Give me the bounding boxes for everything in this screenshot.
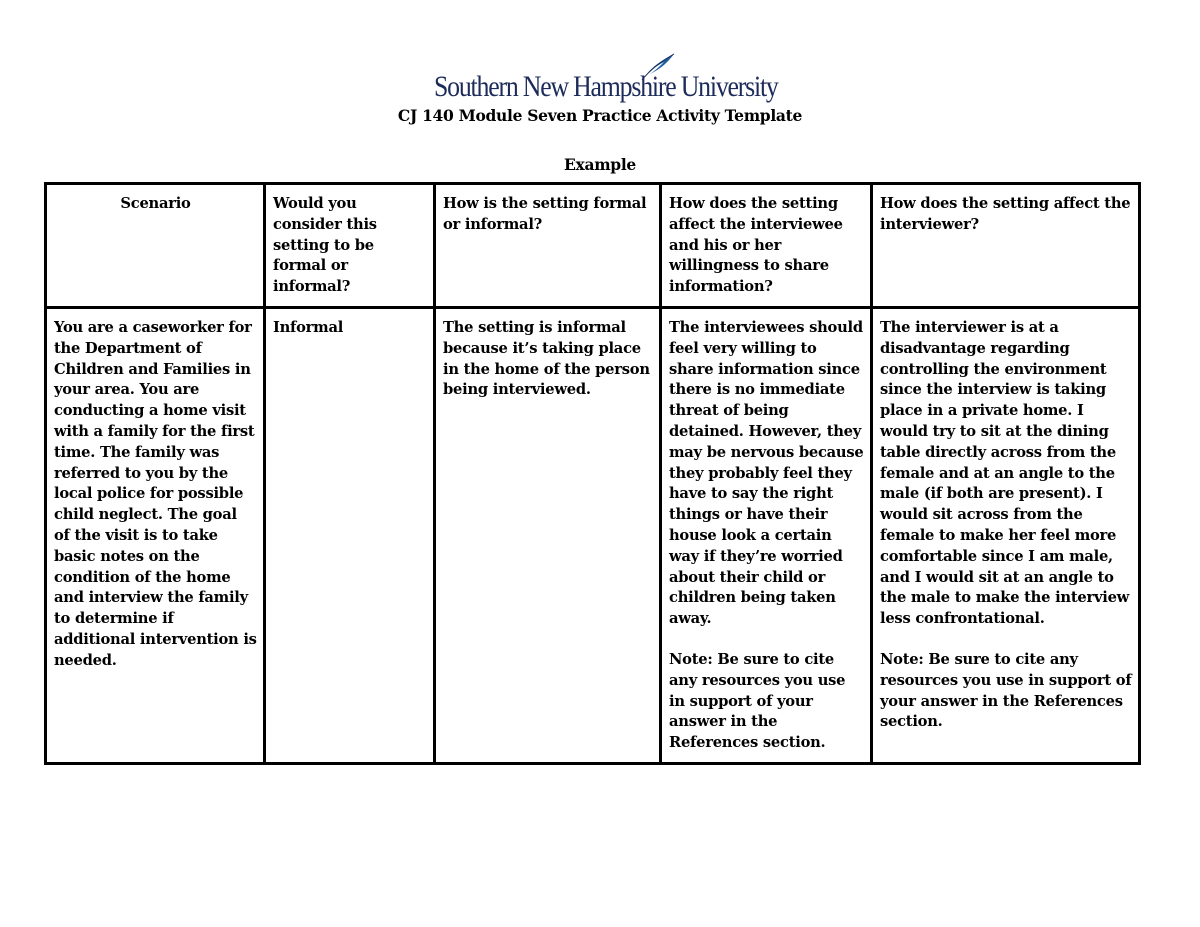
cell-formality: Informal [265,307,435,763]
cell-interviewer-effect [872,307,1140,763]
activity-table [44,182,1141,765]
cell-interviewee-effect [661,307,872,763]
interviewee-note: Note: Be sure to cite any resources you use in support of your answer in the References section. [669,650,846,752]
cell-how-formal: The setting is informal because it’s taking place in the home of the person being interviewed. [435,307,661,763]
page-title: CJ 140 Module Seven Practice Activity Template [397,106,803,125]
column-header-formality: Would you consider this setting to be formal or informal? [265,184,435,308]
interviewee-effect-text: The interviewees should feel very willing to share information since there is no immediate threat of being detained. However, they may be nervous because they probably feel they have to say the right things or have their house look a certain way if they’re worried about their child or children being taken away. [669,318,864,628]
interviewer-note: Note: Be sure to cite any resources you use in support of your answer in the References section. [880,650,1132,731]
column-header-how-formal: How is the setting formal or informal? [435,184,661,308]
table-header-row [46,184,1140,308]
column-header-interviewer-effect: How does the setting affect the interviewer? [872,184,1140,308]
university-logo [434,52,778,104]
interviewer-effect-text: The interviewer is at a disadvantage regarding controlling the environment since the interview is taking place in a private home. I would try to sit at the dining table directly across from the female and at an angle to the male (if both are present). I would sit across from the female to make her feel more comfortable since I am male, and I would sit at an angle to the male to make the interview less confrontational. [880,318,1130,628]
column-header-scenario: Scenario [46,184,265,308]
logo-wordmark: Southern New Hampshire University [434,70,778,103]
page-subtitle: Example [564,155,636,174]
cell-scenario: You are a caseworker for the Department of Children and Families in your area. You are conducting a home visit with a family for the first time. The family was referred to you by the local police for possible child neglect. The goal of the visit is to take basic notes on the condition of the home and interview the family to determine if additional intervention is needed. [46,307,265,763]
table-row [46,307,1140,763]
column-header-interviewee-effect: How does the setting affect the interviewee and his or her willingness to share information? [661,184,872,308]
